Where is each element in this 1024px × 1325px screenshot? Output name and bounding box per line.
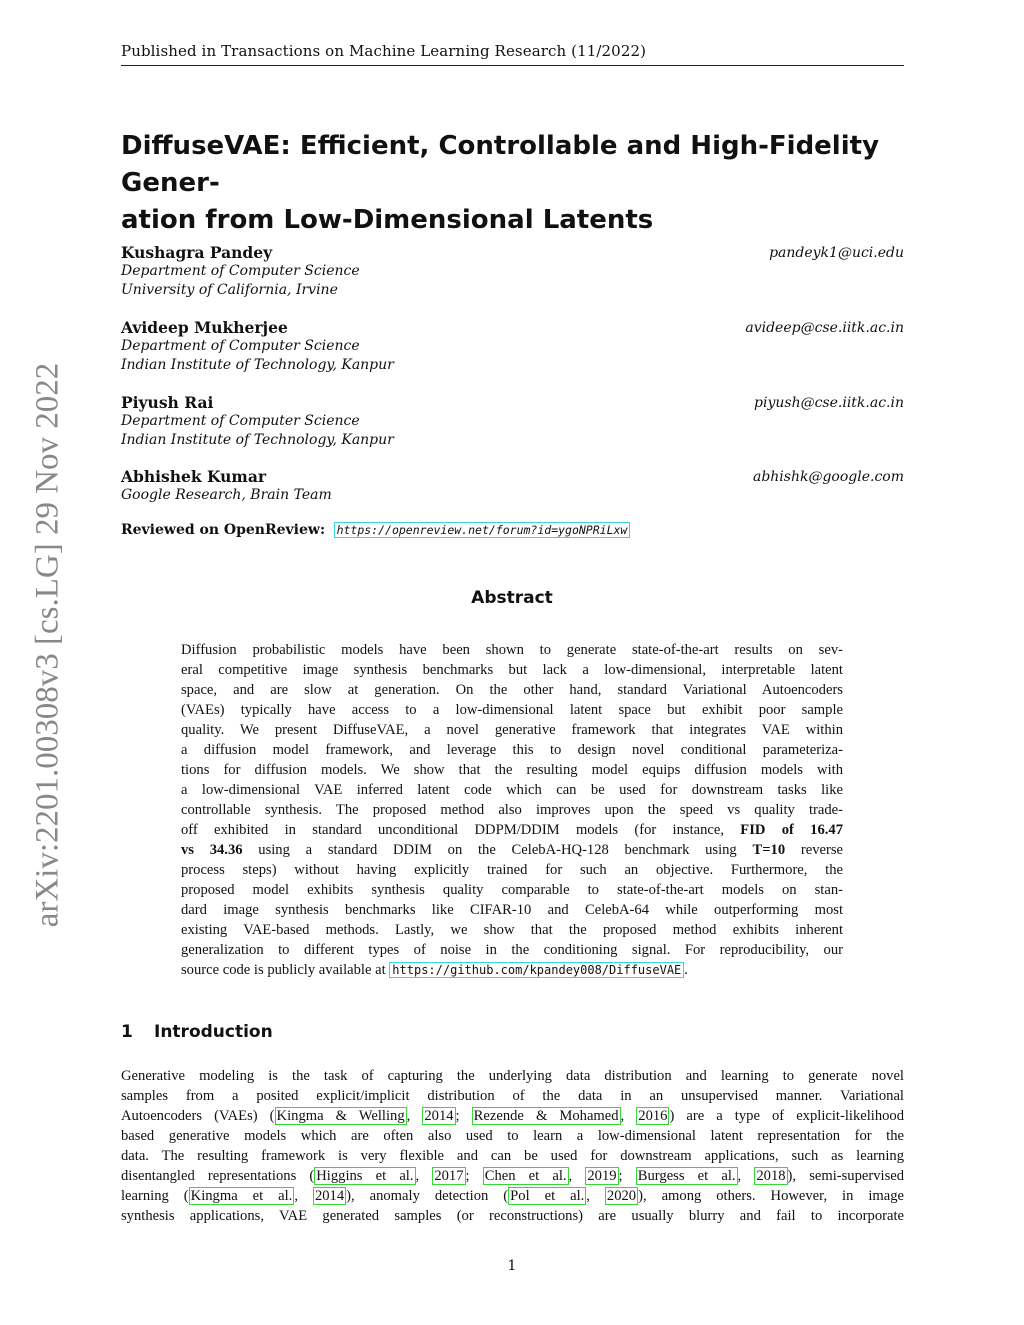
abstract-line: controllable synthesis. The proposed method also improves upon the speed vs quality trade- bbox=[181, 802, 843, 818]
abstract-line: a diffusion model framework, and leverage this to design novel conditional parameteriza- bbox=[181, 742, 843, 758]
abstract-line bbox=[181, 820, 843, 840]
steps-highlight: T=10 bbox=[752, 842, 786, 858]
intro-line: learning ( Kingma et al. , 2014 ), anomaly detection ( Pol et al. , 2020 ), among others. However, in image bbox=[121, 1188, 905, 1204]
fid-highlight: FID of 16.47 bbox=[740, 822, 843, 838]
abstract-line: quality. We present DiffuseVAE, a novel generative framework that integrates VAE within bbox=[181, 722, 843, 738]
citation-link[interactable]: 2020 bbox=[606, 1188, 637, 1204]
section-heading bbox=[121, 1022, 273, 1042]
author-email[interactable]: abhishk@google.com bbox=[752, 469, 904, 485]
author-email[interactable]: piyush@cse.iitk.ac.in bbox=[754, 395, 904, 411]
abstract-line: proposed model exhibits synthesis quality comparable to state-of-the-art models on stan- bbox=[181, 882, 843, 898]
abstract-line: Diffusion probabilistic models have been shown to generate state-of-the-art results on sev- bbox=[181, 642, 843, 658]
author-name: Abhishek Kumar bbox=[121, 467, 267, 486]
intro-line: based generative models which are often also used to learn a low-dimensional latent representation for the bbox=[121, 1128, 904, 1144]
citation-link[interactable]: 2014 bbox=[314, 1188, 345, 1204]
abstract-line: (VAEs) typically have access to a low-dimensional latent space but exhibit poor sample bbox=[181, 702, 843, 718]
abstract-text: . bbox=[684, 962, 688, 978]
abstract-text: reverse bbox=[785, 842, 843, 858]
title-line-2: ation from Low-Dimensional Latents bbox=[121, 205, 654, 235]
abstract-heading: Abstract bbox=[471, 588, 553, 608]
arxiv-identifier-stamp: arXiv:2201.00308v3 [cs.LG] 29 Nov 2022 bbox=[29, 362, 66, 928]
author-affiliation: Department of Computer Science bbox=[121, 338, 360, 354]
citation-link[interactable]: Chen et al. bbox=[484, 1168, 567, 1184]
review-line bbox=[121, 522, 630, 538]
author-name: Piyush Rai bbox=[121, 393, 214, 412]
abstract-line: space, and are slow at generation. On the other hand, standard Variational Autoencoders bbox=[181, 682, 843, 698]
section-title: Introduction bbox=[154, 1022, 273, 1042]
intro-text: disentangled representations ( bbox=[121, 1168, 315, 1184]
author-email[interactable]: avideep@cse.iitk.ac.in bbox=[745, 320, 904, 336]
abstract-text: using a standard DDIM on the CelebA-HQ-128 benchmark using bbox=[242, 842, 753, 858]
abstract-text: off exhibited in standard unconditional DDPM/DDIM models (for instance, bbox=[181, 822, 741, 838]
citation-link[interactable]: Pol et al. bbox=[510, 1188, 585, 1204]
author-affiliation: Indian Institute of Technology, Kanpur bbox=[121, 432, 394, 448]
intro-line: synthesis applications, VAE generated samples (or reconstructions) are usually blurry and fail to incorporate bbox=[121, 1208, 904, 1224]
citation-link[interactable]: 2018 bbox=[756, 1168, 786, 1184]
paper-title bbox=[121, 128, 911, 239]
running-header: Published in Transactions on Machine Learning Research (11/2022) bbox=[121, 42, 647, 60]
intro-line: data. The resulting framework is very flexible and can be used for downstream applications, such as learning bbox=[121, 1148, 904, 1164]
citation-link[interactable]: Kingma & Welling bbox=[276, 1108, 405, 1124]
intro-text: learning ( bbox=[121, 1188, 189, 1204]
author-name: Kushagra Pandey bbox=[121, 243, 273, 262]
citation-link[interactable]: Rezende & Mohamed bbox=[473, 1108, 619, 1124]
github-link[interactable]: https://github.com/kpandey008/DiffuseVAE bbox=[389, 962, 684, 978]
abstract-line: process steps) without having explicitly trained for such an objective. Furthermore, the bbox=[181, 862, 843, 878]
author-name: Avideep Mukherjee bbox=[121, 318, 288, 337]
section-number: 1 bbox=[121, 1022, 133, 1042]
citation-link[interactable]: 2016 bbox=[638, 1108, 668, 1124]
fid-highlight: vs 34.36 bbox=[181, 842, 243, 858]
citation-link[interactable]: Burgess et al. bbox=[637, 1168, 736, 1184]
intro-text: ), anomaly detection ( bbox=[346, 1188, 509, 1204]
intro-line: disentangled representations ( Higgins et al. , 2017 ; Chen et al. , 2019 ; Burgess et al. , 2018 ), semi-supervised bbox=[121, 1168, 905, 1184]
author-affiliation: Department of Computer Science bbox=[121, 413, 360, 429]
intro-line: Generative modeling is the task of capturing the underlying data distribution and learning to generate novel bbox=[121, 1068, 904, 1084]
title-line-1: DiffuseVAE: Efficient, Controllable and High-Fidelity Gener- bbox=[121, 131, 880, 198]
page-number: 1 bbox=[507, 1258, 517, 1274]
abstract-line: generalization to different types of noise in the conditioning signal. For reproducibility, our bbox=[181, 942, 843, 958]
citation-link[interactable]: Higgins et al. bbox=[316, 1168, 414, 1184]
author-affiliation: Department of Computer Science bbox=[121, 263, 360, 279]
abstract-line bbox=[181, 840, 843, 860]
citation-link[interactable]: 2019 bbox=[587, 1168, 617, 1184]
author-email[interactable]: pandeyk1@uci.edu bbox=[769, 245, 904, 261]
review-label: Reviewed on OpenReview: bbox=[121, 522, 326, 538]
intro-text: ), semi-supervised bbox=[787, 1168, 905, 1184]
citation-link[interactable]: 2017 bbox=[434, 1168, 464, 1184]
intro-text: ) are a type of explicit-likelihood bbox=[669, 1108, 905, 1124]
intro-text: ), among others. However, in image bbox=[638, 1188, 905, 1204]
author-affiliation: Google Research, Brain Team bbox=[121, 487, 332, 503]
abstract-line: tions for diffusion models. We show that the resulting model equips diffusion models with bbox=[181, 762, 843, 778]
header-rule bbox=[121, 65, 904, 66]
abstract-line: dard image synthesis benchmarks like CIFAR-10 and CelebA-64 while outperforming most bbox=[181, 902, 843, 918]
introduction-body bbox=[121, 1066, 904, 1226]
citation-link[interactable]: Kingma et al. bbox=[190, 1188, 293, 1204]
abstract-line bbox=[181, 960, 843, 980]
intro-text: Autoencoders (VAEs) ( bbox=[121, 1108, 275, 1124]
intro-line: samples from a posited explicit/implicit distribution of the data in an unsupervised manner. Variational bbox=[121, 1088, 904, 1104]
author-affiliation: Indian Institute of Technology, Kanpur bbox=[121, 357, 394, 373]
citation-link[interactable]: 2014 bbox=[424, 1108, 454, 1124]
abstract-text: source code is publicly available at bbox=[181, 962, 390, 978]
abstract-line: existing VAE-based methods. Lastly, we show that the proposed method exhibits inherent bbox=[181, 922, 843, 938]
intro-line: Autoencoders (VAEs) ( Kingma & Welling , 2014 ; Rezende & Mohamed , 2016 ) are a type of explicit-likelihood bbox=[121, 1108, 905, 1124]
author-affiliation: University of California, Irvine bbox=[121, 282, 338, 298]
abstract-line: a low-dimensional VAE inferred latent code which can be used for downstream tasks like bbox=[181, 782, 843, 798]
abstract-body bbox=[181, 640, 843, 980]
abstract-line: eral competitive image synthesis benchmarks but lack a low-dimensional, interpretable latent bbox=[181, 662, 843, 678]
openreview-link[interactable]: https://openreview.net/forum?id=ygoNPRiLxw bbox=[334, 522, 631, 538]
